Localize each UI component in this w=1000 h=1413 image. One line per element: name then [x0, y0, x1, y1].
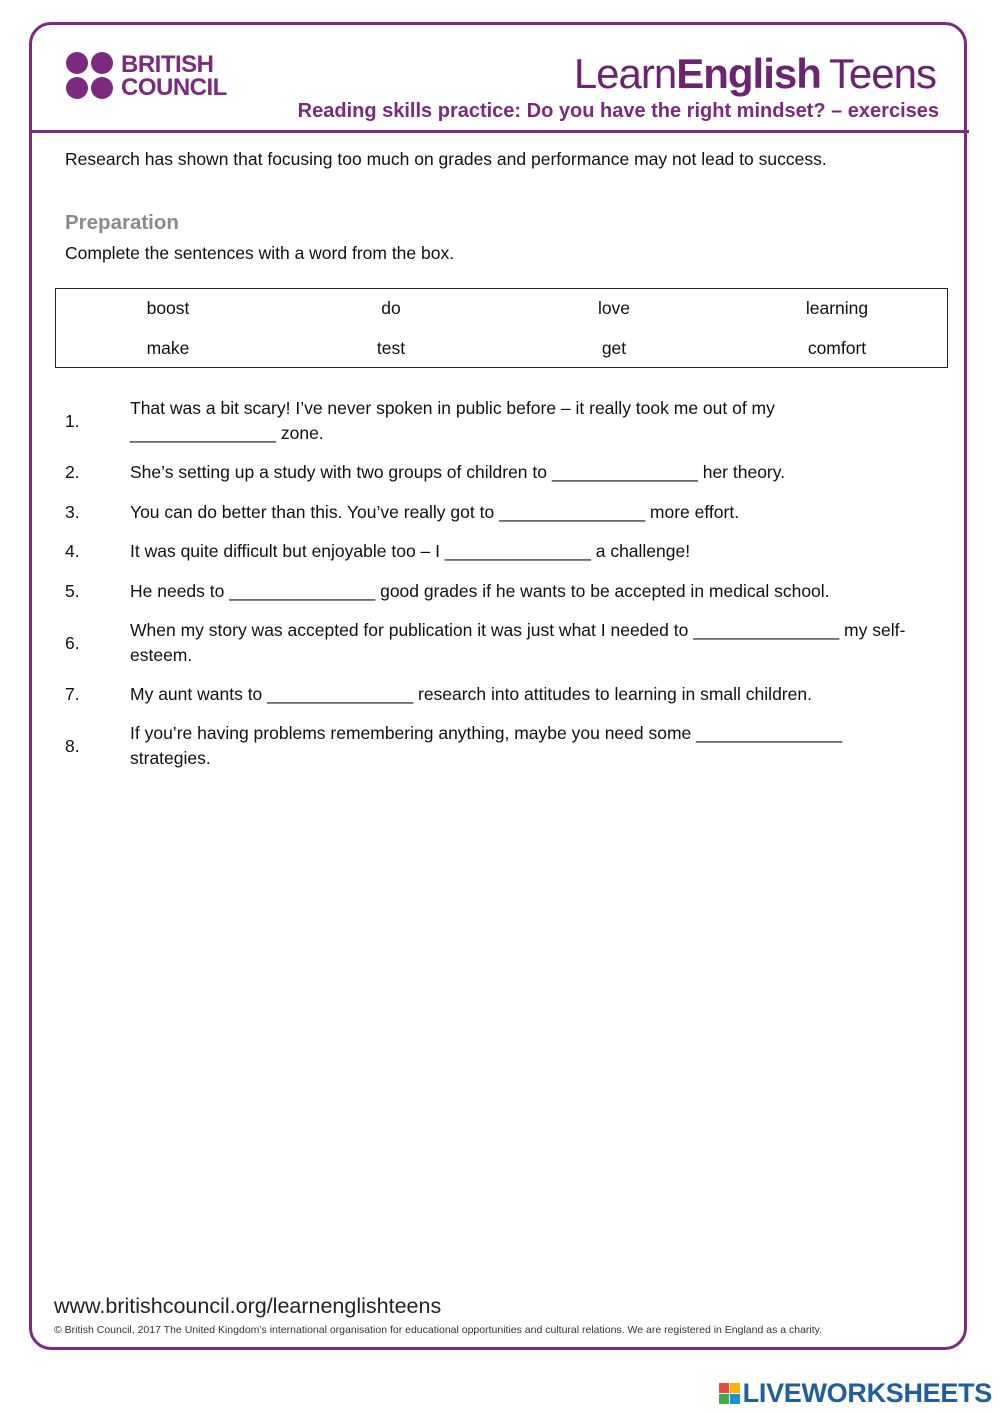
british-council-logo — [66, 52, 227, 99]
question-number: 1. — [65, 410, 80, 431]
section-heading-preparation: Preparation — [65, 211, 179, 234]
question-number: 4. — [65, 541, 80, 561]
liveworksheets-icon — [719, 1383, 740, 1404]
question-text: That was a bit scary! I’ve never spoken in public before – it really took me out of my _______________ zone. — [130, 398, 775, 443]
word-box-item: boost — [146, 298, 190, 318]
question-number: 7. — [65, 684, 80, 704]
watermark-text: LIVEWORKSHEETS — [742, 1378, 992, 1408]
word-box-item: comfort — [807, 338, 867, 358]
word-box-item: test — [376, 338, 406, 358]
logo-line-1: BRITISH — [121, 50, 214, 78]
question-3 — [65, 500, 925, 525]
word-box-item: get — [601, 338, 627, 358]
instruction-text: Complete the sentences with a word from the box. — [65, 243, 455, 263]
learnenglish-teens-logo — [574, 50, 936, 98]
question-text: My aunt wants to _______________ research into attitudes to learning in small children. — [130, 684, 812, 704]
question-number: 3. — [65, 502, 80, 522]
document-title: Reading skills practice: Do you have the right mindset? – exercises — [297, 100, 939, 122]
question-text: It was quite difficult but enjoyable too – I _______________ a challenge! — [130, 541, 691, 561]
word-box-item: do — [381, 298, 401, 318]
question-text: She’s setting up a study with two groups of children to _______________ her theory. — [130, 462, 786, 482]
header-divider — [31, 130, 969, 133]
brand-teens: Teens — [828, 50, 936, 97]
word-box-item: learning — [805, 298, 869, 318]
question-text: When my story was accepted for publication it was just what I needed to _______________ my self-esteem. — [130, 620, 906, 665]
british-council-dots-icon — [66, 52, 113, 99]
intro-text: Research has shown that focusing too much on grades and performance may not lead to success. — [65, 149, 827, 169]
question-5 — [65, 579, 925, 604]
word-box-item: make — [146, 338, 190, 358]
brand-learn: Learn — [573, 50, 677, 97]
question-7 — [65, 682, 925, 707]
footer-copyright: © British Council, 2017 The United Kingdom’s international organisation for educational opportunities and cultural relations. We are registered in England as a charity. — [54, 1324, 823, 1336]
question-number: 2. — [65, 462, 80, 482]
word-box — [55, 288, 948, 368]
brand-english: English — [676, 50, 821, 97]
logo-line-2: COUNCIL — [121, 73, 227, 101]
question-number: 8. — [65, 735, 80, 756]
word-box-item: love — [597, 298, 631, 318]
question-6 — [65, 618, 925, 668]
footer-url: www.britishcouncil.org/learnenglishteens — [54, 1294, 442, 1318]
question-text: You can do better than this. You’ve really got to _______________ more effort. — [130, 502, 740, 522]
liveworksheets-watermark — [719, 1378, 992, 1409]
question-2 — [65, 460, 925, 485]
question-text: If you’re having problems remembering anything, maybe you need some _______________ strategies. — [130, 723, 843, 768]
question-1 — [65, 396, 925, 446]
question-number: 6. — [65, 632, 80, 653]
question-8 — [65, 721, 925, 771]
question-number: 5. — [65, 581, 80, 601]
question-4 — [65, 539, 925, 564]
question-text: He needs to _______________ good grades if he wants to be accepted in medical school. — [130, 581, 830, 601]
